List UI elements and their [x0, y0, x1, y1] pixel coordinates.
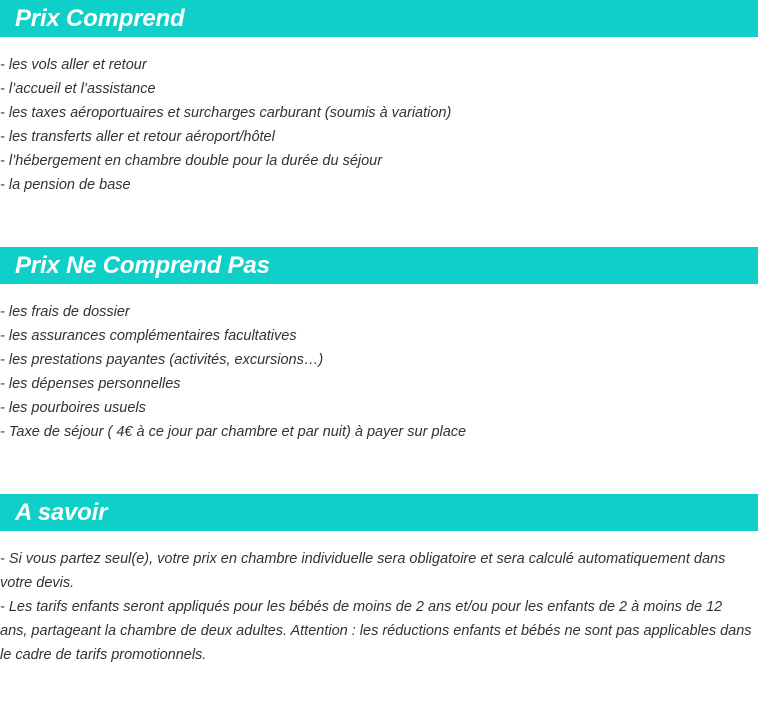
good-to-know-section — [0, 494, 758, 667]
list-item: - l’accueil et l’assistance — [0, 81, 156, 97]
list-item: - les prestations payantes (activités, excursions…) — [0, 352, 324, 368]
list-item: - les frais de dossier — [0, 304, 130, 320]
good-to-know-header — [0, 494, 758, 531]
info-paragraph: - Les tarifs enfants seront appliqués pour les bébés de moins de 2 ans et/ou pour les enfants de 2 à moins de 12 ans, partageant la chambre de deux adultes. Attention : les réductions enfants et bébés ne sont pas applicables dans le cadre de tarifs promotionnels. — [0, 599, 752, 663]
list-item: - la pension de base — [0, 177, 131, 193]
list-item: - l’hébergement en chambre double pour la durée du séjour — [0, 153, 383, 169]
price-excludes-title: Prix Ne Comprend Pas — [15, 251, 270, 279]
list-item: - les transferts aller et retour aéroport/hôtel — [0, 129, 275, 145]
price-includes-title: Prix Comprend — [15, 4, 185, 32]
list-item: - les dépenses personnelles — [0, 376, 181, 392]
info-paragraph: - Si vous partez seul(e), votre prix en chambre individuelle sera obligatoire et sera calculé automatiquement dans votre devis. — [0, 551, 726, 591]
price-excludes-list — [0, 300, 758, 444]
list-item: - les taxes aéroportuaires et surcharges carburant (soumis à variation) — [0, 105, 452, 121]
price-includes-list — [0, 53, 758, 197]
list-item: - Taxe de séjour ( 4€ à ce jour par chambre et par nuit) à payer sur place — [0, 424, 467, 440]
list-item: - les pourboires usuels — [0, 400, 146, 416]
good-to-know-title: A savoir — [15, 498, 108, 526]
price-includes-section — [0, 0, 758, 197]
price-excludes-header — [0, 247, 758, 284]
price-includes-header — [0, 0, 758, 37]
price-excludes-section — [0, 247, 758, 444]
list-item: - les assurances complémentaires facultatives — [0, 328, 297, 344]
good-to-know-body — [0, 547, 758, 667]
list-item: - les vols aller et retour — [0, 57, 147, 73]
